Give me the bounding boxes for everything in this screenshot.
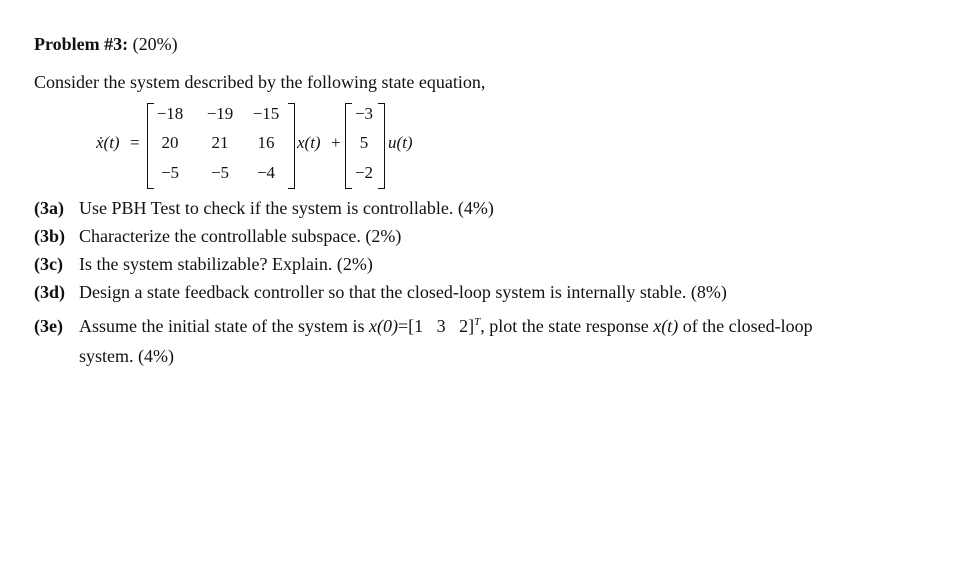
q3e-transpose: T (474, 316, 481, 328)
problem-title (34, 34, 178, 55)
q3e-x0: x(0) (368, 316, 398, 336)
matrix-a-cell: 16 (257, 133, 275, 152)
question-text: Design a state feedback controller so that the closed-loop system is internally stable. (8%) (79, 282, 727, 302)
q3e-pre: Assume the initial state of the system is (79, 316, 365, 336)
question-label: (3b) (34, 226, 65, 246)
matrix-a-cell: 21 (211, 133, 229, 152)
question-3e (34, 316, 813, 337)
matrix-b-cell: 5 (359, 133, 369, 152)
q3e-mid: , plot the state response (480, 316, 649, 336)
matrix-a-cell: −19 (206, 104, 234, 123)
plus-sign: + (331, 133, 341, 152)
matrix-a-right-bracket (288, 103, 295, 189)
problem-label: Problem #3: (34, 34, 129, 54)
state-vector: x(t) (297, 133, 321, 152)
input-signal: u(t) (388, 133, 413, 152)
question-3a (34, 198, 494, 219)
equals-sign: = (130, 133, 140, 152)
question-label: (3d) (34, 282, 65, 302)
question-label: (3e) (34, 316, 63, 336)
question-label: (3c) (34, 254, 63, 274)
matrix-a-cell: −5 (160, 163, 180, 182)
matrix-a-cell: −18 (156, 104, 184, 123)
question-3b (34, 226, 401, 247)
problem-weight: (20%) (132, 34, 178, 54)
state-equation (96, 100, 436, 192)
intro-text: Consider the system described by the following state equation, (34, 72, 486, 92)
q3e-vector: [1 3 2] (408, 316, 475, 336)
question-3d (34, 282, 727, 303)
matrix-a-cell: −5 (210, 163, 230, 182)
q3e-xt: x(t) (653, 316, 679, 336)
question-text: Use PBH Test to check if the system is controllable. (4%) (79, 198, 494, 218)
matrix-b-cell: −3 (354, 104, 374, 123)
q3e-post: of the closed-loop (682, 316, 813, 336)
matrix-a-cell: −15 (252, 104, 280, 123)
q3e-equals: = (397, 316, 409, 336)
question-3c (34, 254, 373, 275)
xdot-lhs: ẋ(t) (96, 133, 120, 152)
matrix-a-cell: −4 (256, 163, 276, 182)
question-text: Characterize the controllable subspace. (2%) (79, 226, 402, 246)
question-text: Is the system stabilizable? Explain. (2%) (79, 254, 373, 274)
matrix-a-cell: 20 (161, 133, 179, 152)
matrix-b-cell: −2 (354, 163, 374, 182)
question-3e-continued: system. (4%) (79, 346, 174, 366)
question-label: (3a) (34, 198, 64, 218)
